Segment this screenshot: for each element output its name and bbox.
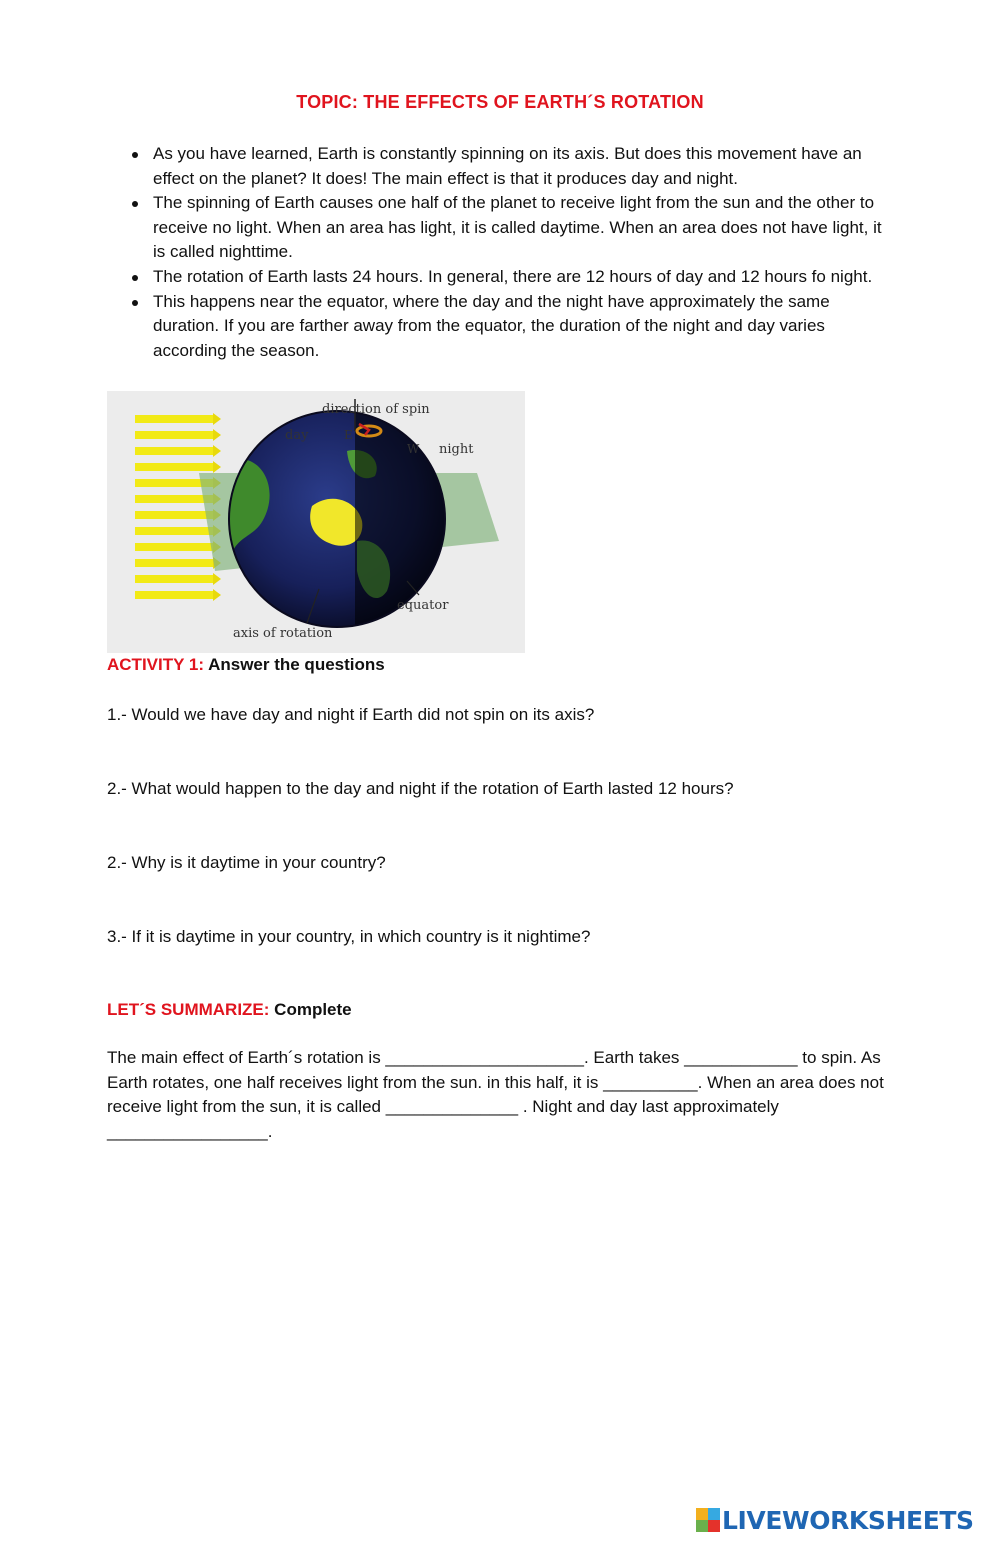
label-east: E bbox=[344, 428, 353, 442]
logo-cubes-icon bbox=[696, 1508, 720, 1532]
summary-label: LET´S SUMMARIZE: bbox=[107, 1000, 270, 1019]
label-west: W bbox=[407, 442, 420, 456]
info-bullet-list bbox=[130, 142, 890, 363]
label-night: night bbox=[439, 442, 474, 457]
question-3: 2.- Why is it daytime in your country? bbox=[107, 853, 386, 872]
summary-paragraph: The main effect of Earth´s rotation is _____________________. Earth takes ____________ to spin. As Earth rotates, one half receives light from the sun. in this half, it is __________. When an area does not receive light from the sun, it is called ______________ . Night and day last approximately _________________. bbox=[107, 1048, 884, 1141]
earth-rotation-diagram bbox=[107, 391, 525, 653]
question-2: 2.- What would happen to the day and night if the rotation of Earth lasted 12 hours? bbox=[107, 779, 734, 798]
bullet-item: As you have learned, Earth is constantly spinning on its axis. But does this movement have an effect on the planet? It does! The main effect is that it produces day and night. bbox=[130, 142, 890, 191]
question-4: 3.- If it is daytime in your country, in which country is it nightime? bbox=[107, 927, 591, 946]
liveworksheets-logo bbox=[696, 1505, 974, 1535]
question-1: 1.- Would we have day and night if Earth did not spin on its axis? bbox=[107, 705, 595, 724]
bullet-item: The rotation of Earth lasts 24 hours. In general, there are 12 hours of day and 12 hours fo night. bbox=[130, 265, 890, 290]
activity-label: ACTIVITY 1: bbox=[107, 655, 204, 674]
label-direction-of-spin: direction of spin bbox=[322, 402, 430, 417]
logo-text: LIVEWORKSHEETS bbox=[722, 1505, 974, 1535]
label-axis-of-rotation: axis of rotation bbox=[233, 626, 333, 641]
bullet-item: This happens near the equator, where the day and the night have approximately the same duration. If you are farther away from the equator, the duration of the night and day varies according the season. bbox=[130, 290, 890, 364]
page-title: TOPIC: THE EFFECTS OF EARTH´S ROTATION bbox=[296, 92, 704, 112]
label-day: day bbox=[285, 428, 309, 443]
label-equator: equator bbox=[397, 598, 449, 613]
activity-instruction: Answer the questions bbox=[208, 655, 385, 674]
activity-heading bbox=[107, 655, 385, 675]
summary-heading bbox=[107, 1000, 352, 1020]
summary-instruction: Complete bbox=[274, 1000, 352, 1019]
bullet-item: The spinning of Earth causes one half of the planet to receive light from the sun and the other to receive no light. When an area has light, it is called daytime. When an area does not have light, it is called nighttime. bbox=[130, 191, 890, 265]
